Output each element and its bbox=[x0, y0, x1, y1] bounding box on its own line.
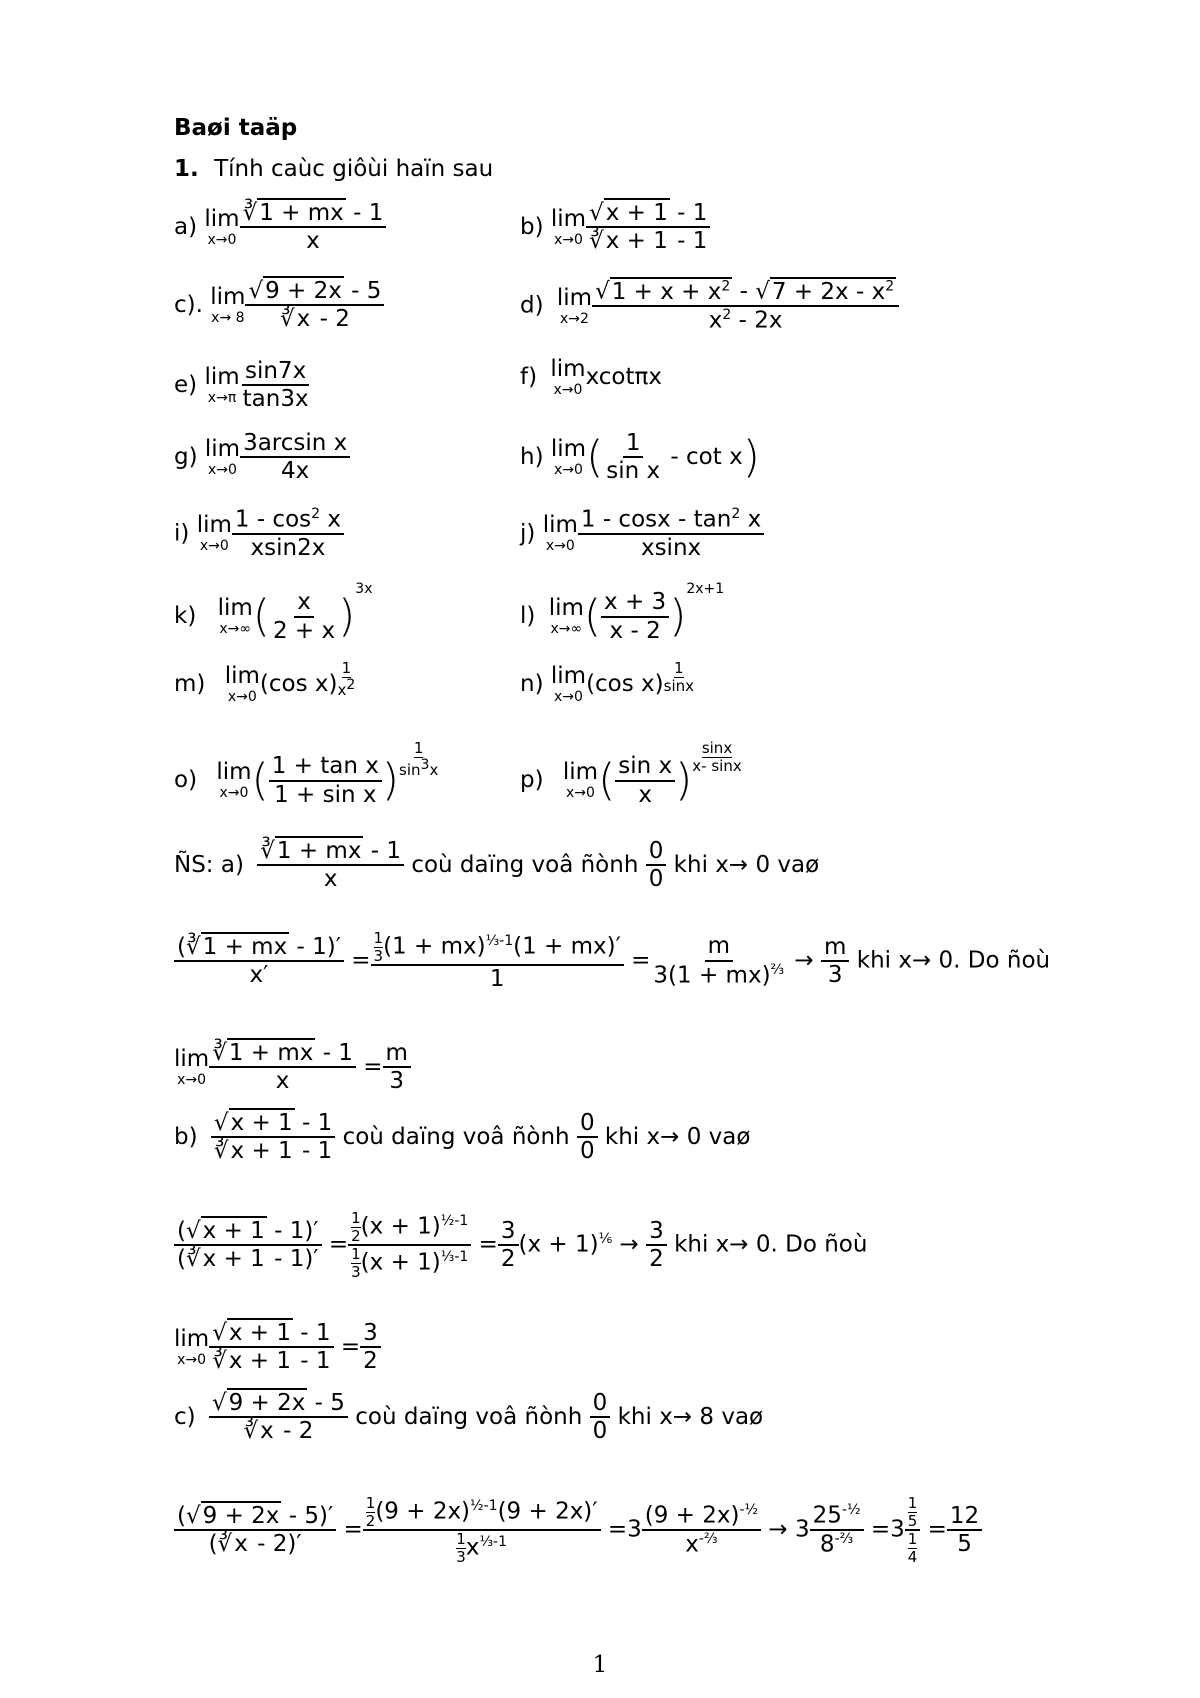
problem-e: e) lim x→π $\frac{\sin 7x}{\tan 3x}$ bbox=[174, 358, 309, 413]
page-number: 1 bbox=[592, 1652, 608, 1678]
problem-b: b) lim x→0 $\frac{√x + 1 - 1}{∛x + 1 - 1}$ bbox=[520, 200, 710, 255]
task-line bbox=[174, 158, 493, 181]
problem-g: g) lim x→0 $\frac{\text{3arcsin x}}{4x}$ bbox=[174, 430, 350, 485]
solution-c-intro: c) $\frac{√9 + 2x - 5}{∛x - 2}$ coù daïng voâ ñònh $\frac{0}{0}$ khi x→ 8 vaø bbox=[174, 1390, 764, 1445]
problem-a: a) lim x→0 $\frac{∛1 + mx - 1}{x}$ bbox=[174, 200, 386, 255]
solution-c-derivative: $\frac{(√9 + 2x - 5)'}{(∛x - 2)'}$ = $\frac{1}{2}$ $(9 + 2x)^{\frac{1}{2}-1}(9 + 2x)'$ $\frac{1}{3}$ $x^{\frac{1}{3}-1}$ =3 $\frac{(9 + 2x)^{-\frac{1}{2}}}{x^{-\frac{2}{3}}}$ → 3 $\frac{25^{-\frac{1}{2}}}{8^{-\frac{2}{3}}}$ =3 $\frac{\frac{1}{5}}{\frac{1}{4}}$ = $\frac{12}{5}$ bbox=[174, 1495, 982, 1565]
problem-f: f) lim x→0 xcotπx bbox=[520, 356, 662, 398]
problem-p: p) lim x→0 ( $\frac{\text{sin x}}{x}$ ) $\frac{\sin x}{x- \sin x}$ bbox=[520, 739, 742, 808]
problem-j: j) lim x→0 $\frac{1 - \cos x - \tan^2 x}{xsinx}$ bbox=[520, 506, 764, 562]
problem-d: d) lim x→2 $\frac{√1 + x + x^2 - √7 + 2x - x^2}{x^2 - 2x}$ bbox=[520, 278, 899, 334]
solution-b-derivative: $\frac{(√x + 1 - 1)'}{(∛x + 1 - 1)'}$ = $\frac{1}{2}$ $(x + 1)^{\frac{1}{2}-1}$ $\frac{1}{3}$ $(x + 1)^{\frac{1}{3}-1}$ = $\frac{3}{2}$ $(x + 1)^{\frac{1}{6}}$ → $\frac{3}{2}$ khi x→ 0. Do ñoù bbox=[174, 1210, 867, 1280]
problem-k: k) lim x→∞ ( $\frac{x}{2 + x}$ )$^{3x}$ bbox=[174, 581, 373, 644]
solution-a-result: lim x→0 $\frac{∛1 + mx - 1}{x}$ = $\frac{m}{3}$ bbox=[174, 1040, 411, 1095]
solution-b-result: lim x→0 $\frac{√x + 1 - 1}{∛x + 1 - 1}$ = $\frac{3}{2}$ bbox=[174, 1320, 381, 1375]
problem-i: i) lim x→0 $\frac{1 - \cos^2 x}{xsin2x}$ bbox=[174, 506, 344, 562]
problem-o: o) lim x→0 ( $\frac{\text{1 + tan x}}{\text{1 + sin x}}$ ) $\frac{1}{\sin^3x}$ bbox=[174, 739, 439, 808]
problem-l: l) lim x→∞ ( $\frac{x + 3}{x - 2}$ )$^{2x+1}$ bbox=[520, 581, 725, 644]
heading: Baøi taäp bbox=[174, 115, 298, 141]
solution-a-derivative: $\frac{(∛1 + mx - 1)'}{x'}$ = $\frac{1}{3}$ (1 + mx)$^{\frac{1}{3}-1}$(1 + mx)′ 1 = $\frac{m}{3(1 + mx)^{\frac{2}{3}}}$ → $\frac{m}{3}$ khi x→ 0. Do ñoù bbox=[174, 930, 1050, 992]
task-number: 1. bbox=[174, 156, 199, 182]
solution-a-intro: ÑS: a) $\frac{∛1 + mx - 1}{x}$ coù daïng voâ ñònh $\frac{0}{0}$ khi x→ 0 vaø bbox=[174, 838, 820, 893]
problem-n: n) lim x→0 (cos x) $\frac{1}{\sin x}$ bbox=[520, 659, 695, 705]
problem-c: c). lim x→ 8 $\frac{√9 + 2x - 5}{∛x - 2}$ bbox=[174, 278, 384, 333]
problem-m: m) lim x→0 (cos x) $\frac{1}{x^2}$ bbox=[174, 659, 356, 705]
problem-h: h) lim x→0 ( $\frac{1}{\text{sin x}}$ - cot x) bbox=[520, 430, 760, 485]
solution-b-intro: b) $\frac{√x + 1 - 1}{∛x + 1 - 1}$ coù daïng voâ ñònh $\frac{0}{0}$ khi x→ 0 vaø bbox=[174, 1110, 751, 1165]
task-text: Tính caùc giôùi haïn sau bbox=[214, 156, 494, 182]
